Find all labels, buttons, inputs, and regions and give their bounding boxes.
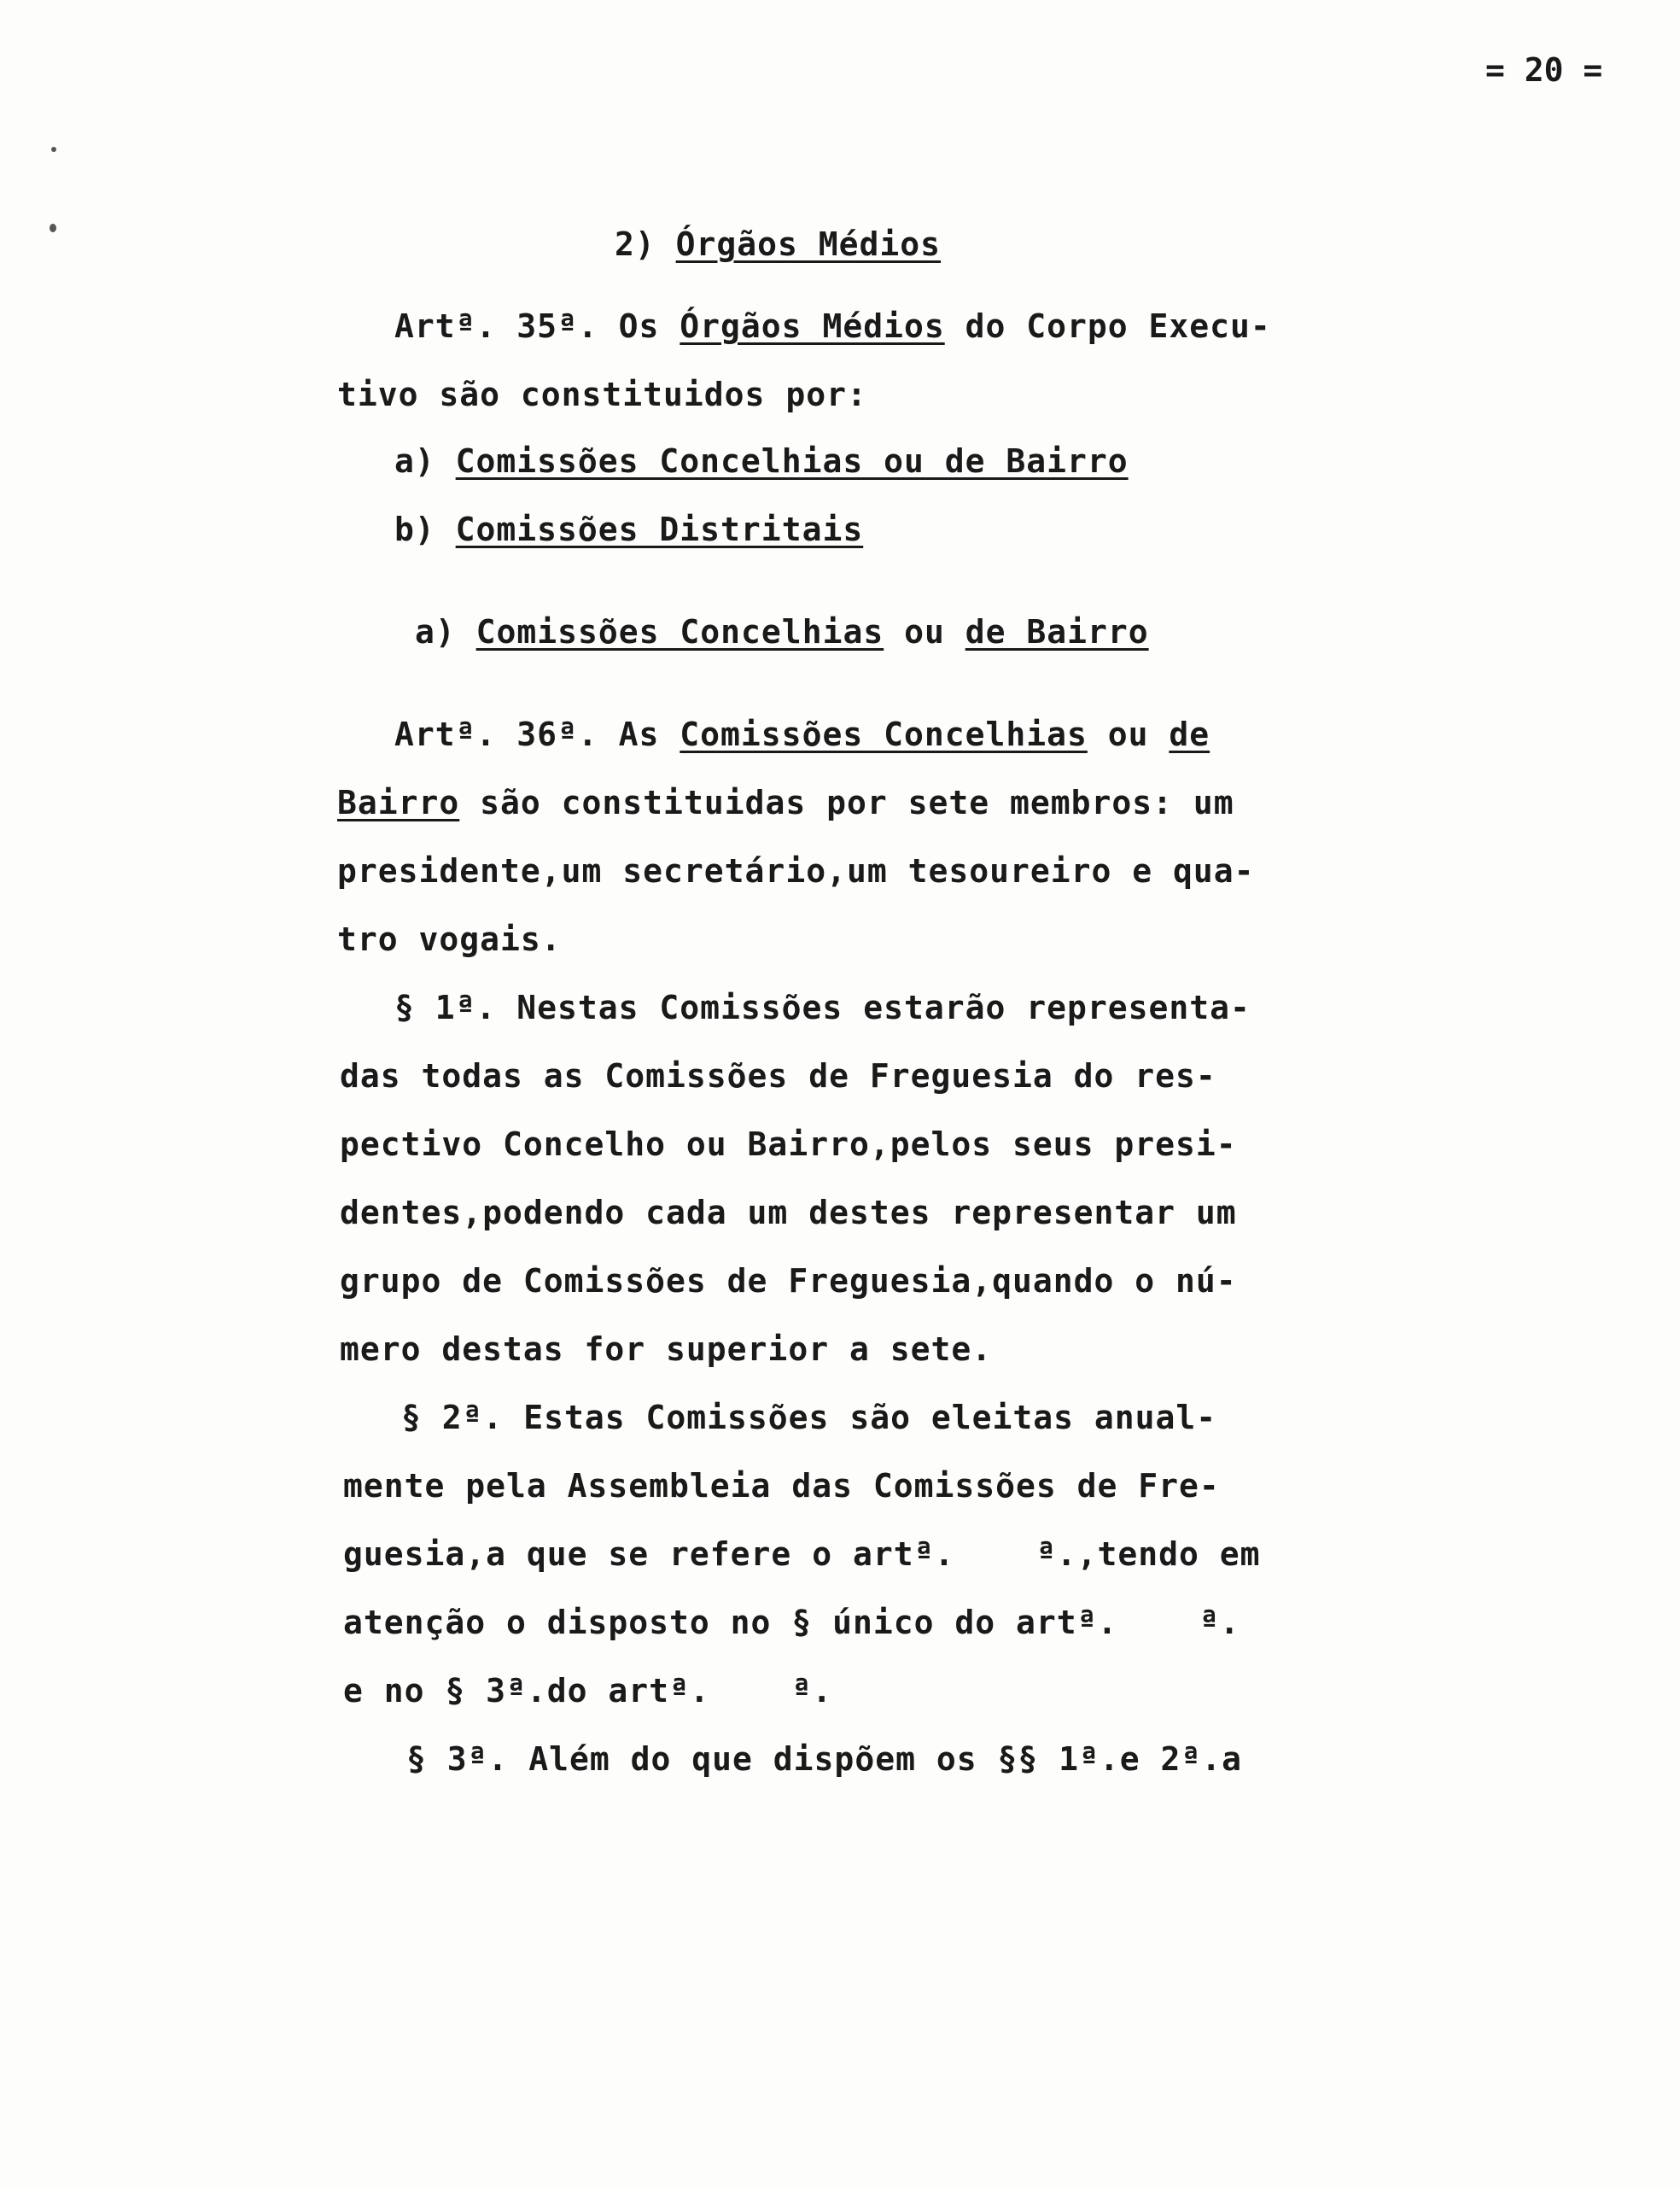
art36-line: presidente,um secretário,um tesoureiro e qua- <box>337 852 1255 890</box>
par1-line: das todas as Comissões de Freguesia do res- <box>340 1057 1216 1095</box>
par1-line: mero destas for superior a sete. <box>340 1330 993 1368</box>
par1-line: grupo de Comissões de Freguesia,quando o nú- <box>340 1262 1237 1300</box>
list-item-a: a) Comissões Concelhias ou de Bairro <box>394 442 1129 480</box>
par2-line: atenção o disposto no § único do artª. ª. <box>343 1604 1240 1641</box>
par1-line: dentes,podendo cada um destes representar um <box>340 1194 1237 1231</box>
art35-line: tivo são constituidos por: <box>337 376 867 413</box>
section-heading-title: Órgãos Médios <box>675 225 942 263</box>
par1-line: pectivo Concelho ou Bairro,pelos seus presi- <box>340 1125 1237 1163</box>
par2-line: mente pela Assembleia das Comissões de Fre- <box>343 1467 1220 1505</box>
subheading: a) Comissões Concelhias ou de Bairro <box>415 613 1149 651</box>
art36-line: Bairro são constituidas por sete membros: um <box>337 784 1234 821</box>
art35-line: Artª. 35ª. Os Órgãos Médios do Corpo Execu- <box>394 307 1271 345</box>
section-heading: 2) Órgãos Médios <box>615 225 942 263</box>
art36-line: Artª. 36ª. As Comissões Concelhias ou de <box>394 716 1210 753</box>
page-number: = 20 = <box>1485 51 1603 89</box>
scan-speck <box>51 147 56 152</box>
par2-line: e no § 3ª.do artª. ª. <box>343 1672 833 1710</box>
list-item-b: b) Comissões Distritais <box>394 511 864 548</box>
par2-line: § 2ª. Estas Comissões são eleitas anual- <box>401 1399 1217 1436</box>
par1-line: § 1ª. Nestas Comissões estarão representa- <box>394 989 1251 1026</box>
scan-speck <box>50 224 56 232</box>
par3-line: § 3ª. Além do que dispõem os §§ 1ª.e 2ª.a <box>406 1740 1242 1778</box>
par2-line: guesia,a que se refere o artª. ª.,tendo em <box>343 1535 1261 1573</box>
art36-line: tro vogais. <box>337 921 562 958</box>
